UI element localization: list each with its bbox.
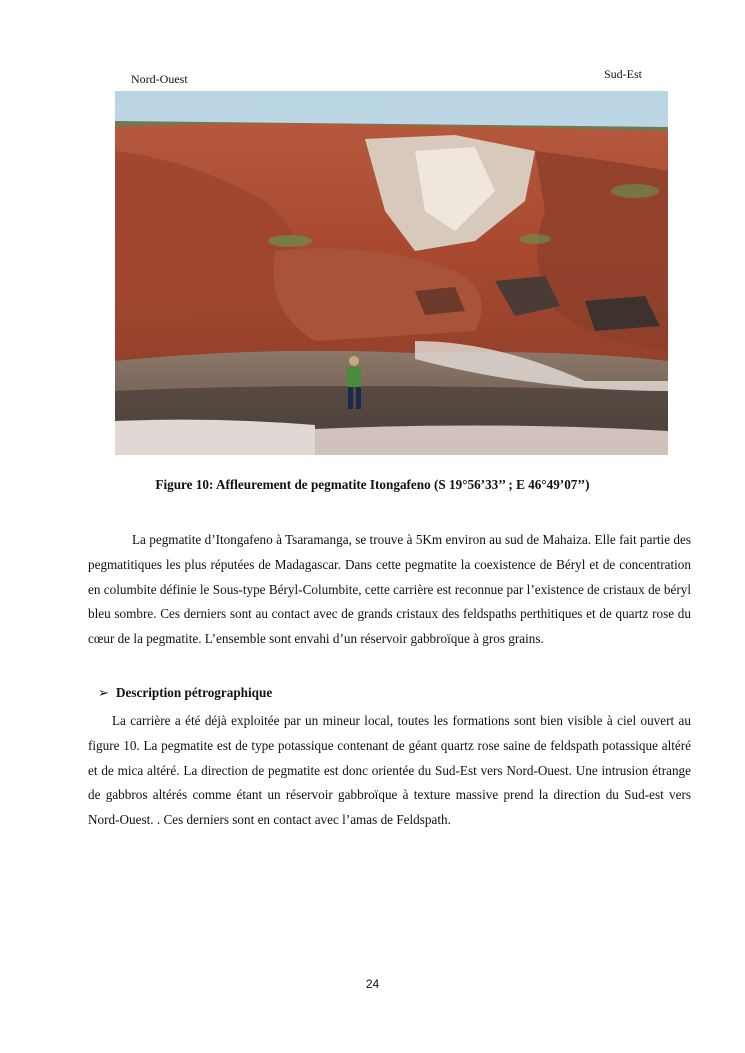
figure-label-southeast: Sud-Est bbox=[604, 67, 643, 81]
figure-caption: Figure 10: Affleurement de pegmatite Itongafeno (S 19°56’33’’ ; E 46°49’07’’) bbox=[155, 477, 590, 492]
outcrop-photo bbox=[115, 91, 668, 455]
section-heading-text: Description pétrographique bbox=[116, 685, 273, 700]
body-paragraph-1: La pegmatite d’Itongafeno à Tsaramanga, se trouve à 5Km environ au sud de Mahaiza. Elle fait partie des pegmatitiques les plus réputées de Madagascar. Dans cette pegmatite la coexistence de Béryl et de concentration en columbite définie le Sous-type Béryl-Columbite, cette carrière est reconnue par l’existence de cristaux de béryl bleu sombre. Ces derniers sont au contact avec de grands cristaux des feldspaths perthitiques et de quartz rose du cœur de la pegmatite. L’ensemble sont envahi d’un réservoir gabbroïque à gros grains. bbox=[88, 532, 691, 647]
figure-label-northwest: Nord-Ouest bbox=[131, 72, 188, 86]
body-paragraph-2: La carrière a été déjà exploitée par un mineur local, toutes les formations sont bien visible à ciel ouvert au figure 10. La pegmatite est de type potassique contenant de géant quartz rose saine de feldspath potassique altéré et de mica altéré. La direction de pegmatite est donc orientée du Sud-Est vers Nord-Ouest. Une intrusion étrange de gabbros altérés comme étant un réservoir gabbroïque à texture massive prend la direction du Sud-est vers Nord-Ouest. . Ces derniers sont en contact avec l’amas de Feldspath. bbox=[88, 713, 691, 828]
page-number: 24 bbox=[365, 977, 380, 991]
bullet-arrow-icon: ➢ bbox=[98, 685, 110, 700]
section-heading bbox=[98, 685, 273, 701]
